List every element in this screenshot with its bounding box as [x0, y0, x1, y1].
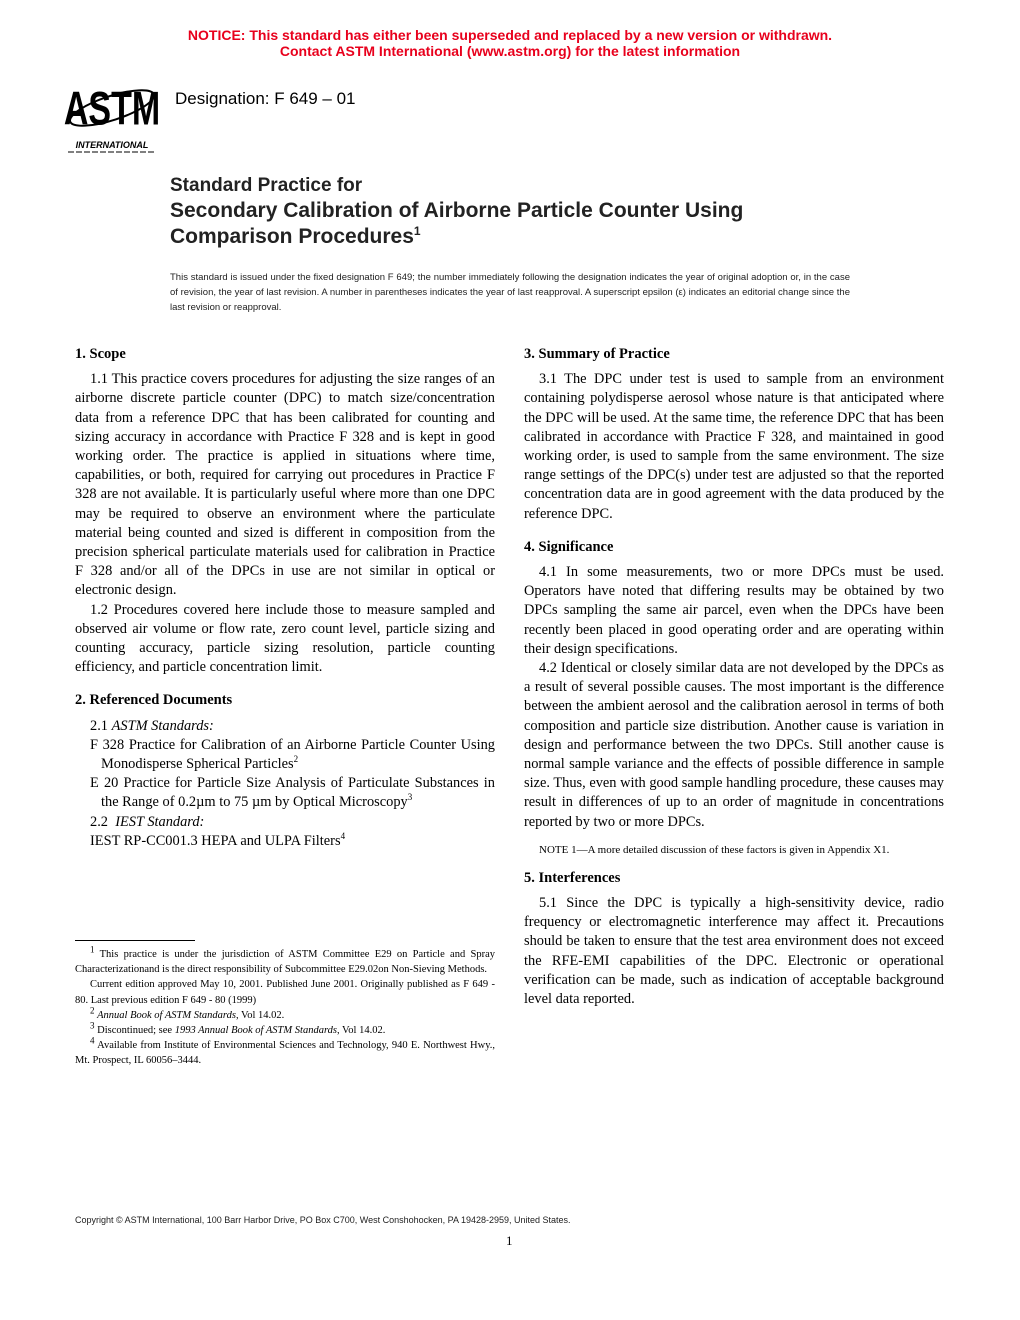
- section-heading-significance: 4. Significance: [524, 538, 614, 555]
- significance-para-4-1: 4.1 In some measurements, two or more DPCs must be used. Operators have noted that differing results may be obtained by two DPCs sampling the same air parcel, even when the DPCs have been recently been placed in good operating order and are operating within their design specifications.: [524, 564, 944, 657]
- scope-para-1-1: 1.1 This practice covers procedures for adjusting the size ranges of an airborne discrete particle counter (DPC) to match size/concentration data from a reference DPC that has been calibrated for counting and sizing accuracy in accordance with Practice F 328 and is kept in good working order. The practice is applied in situations where time, capabilities, or both, required for carrying out procedures in Practice F 328 are not available. It is particularly useful where more than one DPC may be required to observe an environment where the particulate material being counted and sized is different in composition from the precision spherical particulate materials used for calibration in Practice F 328 and/or all of the DPCs in use are not similar in optical or electronic design.: [75, 371, 495, 599]
- interferences-para-5-1: 5.1 Since the DPC is typically a high-sensitivity device, radio frequency or electromagnetic interference may affect it. Precautions should be taken to ensure that the test area environment does not exceed the RFE-EMI capabilities of the DPC. Electronic or operational verification can be made, such as indication of acceptable background level data reported.: [524, 895, 944, 1008]
- logo-subtext: INTERNATIONAL: [75, 140, 149, 150]
- footnote-2: $^2$ Annual Book of ASTM Standards, Vol 14.02.: [90, 1005, 285, 1021]
- summary-para-3-1: 3.1 The DPC under test is used to sample from an environment containing polydisperse aerosol whose nature is that anticipated where the DPC will be used. At the same time, the reference DPC that has been calibrated in accordance with Practice F 328, and maintained in good working order, is used to sample from the same environment. The size range settings of the DPC(s) under test are adjusted so that the reported concentration data are in good agreement with the data produced by the reference DPC.: [524, 371, 944, 522]
- section-heading-interferences: 5. Interferences: [524, 869, 621, 886]
- left-column: [75, 345, 495, 851]
- footnote-4: $^4$ Available from Institute of Environmental Sciences and Technology, 940 E. Northwest Hwy., Mt. Prospect, IL 60056–3444.: [75, 1035, 496, 1067]
- copyright-notice: Copyright © ASTM International, 100 Barr Harbor Drive, PO Box C700, West Conshohocken, PA 19428-2959, United States.: [75, 1215, 571, 1225]
- section-heading-summary: 3. Summary of Practice: [524, 346, 670, 362]
- title-line-2: Secondary Calibration of Airborne Particle Counter Using: [170, 199, 744, 222]
- section-heading-referenced-documents: 2. Referenced Documents: [75, 692, 233, 709]
- footnote-1-edition: Current edition approved May 10, 2001. Published June 2001. Originally published as F 649 - 80. Last previous edition F 649 - 80 (1999): [75, 979, 495, 1006]
- footnotes: [75, 944, 496, 1069]
- withdrawn-notice: [0, 27, 1020, 59]
- document-title: [170, 174, 870, 250]
- title-footnote-ref: 1: [413, 224, 421, 238]
- issuance-statement: This standard is issued under the fixed designation F 649; the number immediately following the designation indicates the year of original adoption or, in the case of revision, the year of last revision. A number in parentheses indicates the year of last reapproval. A superscript epsilon (ε) indicates an editorial change since the last revision or reapproval.: [170, 272, 850, 313]
- significance-para-4-2: 4.2 Identical or closely similar data are not developed by the DPCs as a result of several possible causes. The most important is the difference between the ambient aerosol and the calibration aerosol in terms of both composition and particle size distribution. Another cause is variation in design and performance between the two DPCs. Still another cause is normal sample variance and the effects of possible difference in sample size. Thus, even with good sample handling procedure, these causes may result in differences of up to an order of magnitude in concentrations reported by two or more DPCs.: [524, 660, 944, 830]
- section-heading-scope: 1. Scope: [75, 346, 126, 362]
- astm-logo-icon: [62, 74, 162, 154]
- reference-f328: F 328 Practice for Calibration of an Airborne Particle Counter Using Monodisperse Spherical Particles$^2$: [90, 736, 495, 773]
- designation: Designation: F 649 – 01: [175, 89, 356, 108]
- note-1: NOTE 1—A more detailed discussion of these factors is given in Appendix X1.: [539, 843, 890, 856]
- right-column: [524, 345, 944, 1009]
- subsection-iest-standard: 2.2 IEST Standard:: [90, 813, 205, 830]
- logo-text: ASTM: [63, 81, 161, 135]
- reference-iest: IEST RP-CC001.3 HEPA and ULPA Filters$^4$: [90, 831, 346, 849]
- footnote-1: $^1$ This practice is under the jurisdiction of ASTM Committee E29 on Particle and Spray Characterizationand is the direct responsibility of Subcommittee E29.02on Non-Sieving Methods.: [75, 944, 495, 976]
- title-line-3: Comparison Procedures$^1$: [170, 224, 421, 248]
- footnote-3: $^3$ Discontinued; see 1993 Annual Book of ASTM Standards, Vol 14.02.: [90, 1020, 386, 1037]
- title-line-1: Standard Practice for: [170, 175, 363, 196]
- notice-line-1: NOTICE: This standard has either been superseded and replaced by a new version or withdrawn.: [187, 27, 833, 43]
- scope-para-1-2: 1.2 Procedures covered here include those to measure sampled and observed air volume or flow rate, zero count level, particle sizing and counting accuracy, particle sizing resolution, particle counting efficiency, and particle concentration limit.: [75, 601, 495, 676]
- subsection-astm-standards: 2.1 ASTM Standards:: [90, 717, 214, 734]
- reference-e20: E 20 Practice for Particle Size Analysis of Particulate Substances in the Range of 0.2µm to 75 µm by Optical Microscopy$^3$: [90, 775, 495, 811]
- page-number: 1: [506, 1233, 513, 1248]
- notice-line-2: Contact ASTM International (www.astm.org) for the latest information: [279, 43, 741, 59]
- footnote-divider: [75, 940, 195, 941]
